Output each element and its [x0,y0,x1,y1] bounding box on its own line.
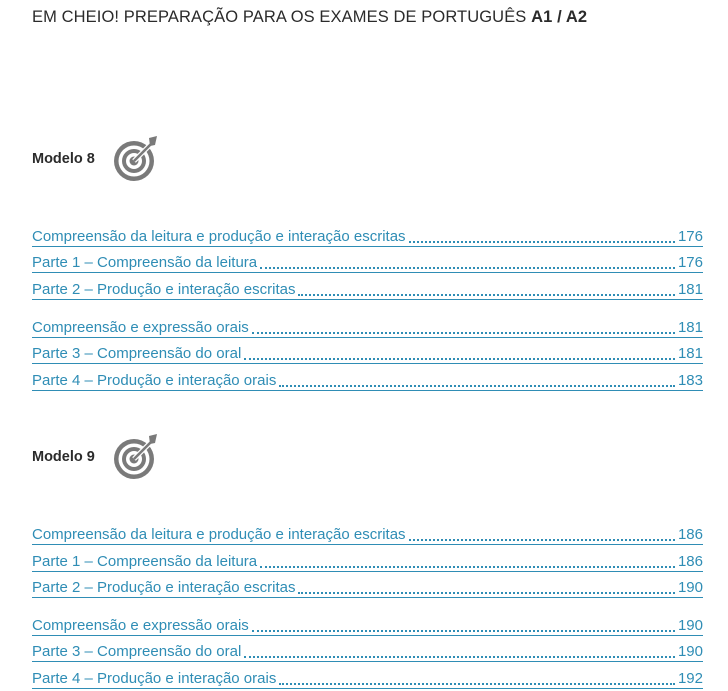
toc-entry-title[interactable]: Parte 3 – Compreensão do oral [32,345,242,362]
target-icon [111,432,161,482]
toc-entry[interactable] [32,343,703,364]
toc-leader-dots [298,592,674,594]
toc-entry-page[interactable]: 176 [677,254,703,271]
toc-entry[interactable] [32,279,703,300]
toc-entry[interactable] [32,524,703,545]
toc-entry-title[interactable]: Compreensão e expressão orais [32,617,249,634]
toc-entry[interactable] [32,551,703,572]
toc-entry-title[interactable]: Compreensão e expressão orais [32,319,249,336]
toc-leader-dots [298,294,674,296]
toc-entry-title[interactable]: Parte 1 – Compreensão da leitura [32,254,258,271]
toc-entry-page[interactable]: 190 [677,617,703,634]
toc-entry-title[interactable]: Compreensão da leitura e produção e interação escritas [32,228,406,245]
model-heading-9 [32,432,161,482]
toc-leader-dots [260,566,675,568]
toc-entry[interactable] [32,252,703,273]
toc-entry[interactable] [32,641,703,662]
model-title: Modelo 8 [32,151,95,167]
toc-leader-dots [252,332,675,334]
toc-entry-page[interactable]: 181 [677,281,703,298]
toc-entry-page[interactable]: 192 [677,670,703,687]
toc-leader-dots [252,630,675,632]
target-icon [111,134,161,184]
toc-leader-dots [244,358,675,360]
toc-leader-dots [279,683,675,685]
toc-entry[interactable] [32,226,703,247]
toc-entry-page[interactable]: 183 [677,372,703,389]
toc-leader-dots [279,385,675,387]
toc-entry-title[interactable]: Parte 4 – Produção e interação orais [32,372,277,389]
page-header [32,8,587,27]
toc-entry[interactable] [32,317,703,338]
toc-entry-title[interactable]: Parte 2 – Produção e interação escritas [32,579,296,596]
toc-entry[interactable] [32,370,703,391]
toc-entry-page[interactable]: 176 [677,228,703,245]
toc-entry-page[interactable]: 190 [677,643,703,660]
model-title: Modelo 9 [32,449,95,465]
toc-entry-title[interactable]: Compreensão da leitura e produção e interação escritas [32,526,406,543]
toc-entry-page[interactable]: 186 [677,526,703,543]
toc-entry-page[interactable]: 190 [677,579,703,596]
toc-leader-dots [409,241,675,243]
header-levels: A1 / A2 [531,8,588,26]
toc-entry-page[interactable]: 181 [677,345,703,362]
toc-entry-title[interactable]: Parte 2 – Produção e interação escritas [32,281,296,298]
toc-entry-page[interactable]: 186 [677,553,703,570]
toc-entry-page[interactable]: 181 [677,319,703,336]
toc-entry-title[interactable]: Parte 4 – Produção e interação orais [32,670,277,687]
toc-entry-title[interactable]: Parte 3 – Compreensão do oral [32,643,242,660]
header-title: EM CHEIO! PREPARAÇÃO PARA OS EXAMES DE PORTUGUÊS [32,8,532,26]
model-heading-8 [32,134,161,184]
toc-entry[interactable] [32,615,703,636]
toc-leader-dots [409,539,675,541]
toc-entry[interactable] [32,577,703,598]
toc-entry[interactable] [32,668,703,689]
toc-entry-title[interactable]: Parte 1 – Compreensão da leitura [32,553,258,570]
toc-leader-dots [244,656,675,658]
toc-leader-dots [260,267,675,269]
